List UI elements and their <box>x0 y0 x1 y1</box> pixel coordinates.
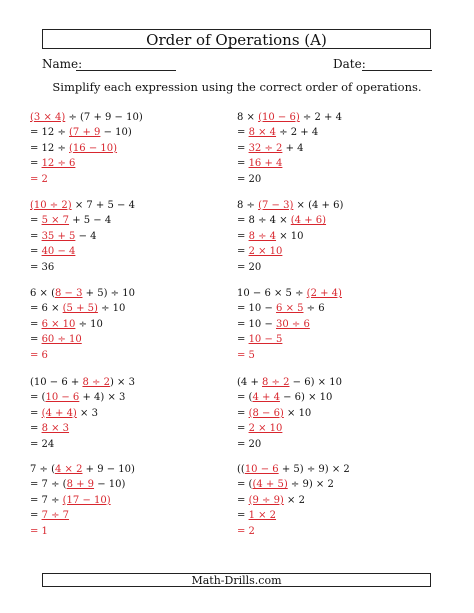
highlighted-operation: (8 − 6) <box>248 407 284 419</box>
solution-step <box>30 524 230 539</box>
expression-text: = <box>30 407 42 419</box>
solution-step <box>30 244 230 259</box>
expression-text: = <box>30 423 42 435</box>
expression-text: = 6 × <box>30 303 63 315</box>
expression-text: = <box>237 423 249 435</box>
expression-text: ÷ 2 + 4 <box>276 127 319 139</box>
problem-2 <box>237 110 437 187</box>
problem-expression <box>237 110 437 125</box>
solution-step <box>237 477 437 492</box>
expression-text: = <box>237 230 249 242</box>
highlighted-operation: (10 − 6) <box>258 112 300 123</box>
solution-step <box>237 508 437 523</box>
expression-text: = <box>237 407 249 419</box>
expression-text: ) × 3 <box>109 377 135 388</box>
expression-text: × 10 <box>276 230 304 242</box>
expression-text: − 6) × 10 <box>289 377 342 388</box>
expression-text: × 10 <box>283 407 312 419</box>
expression-text: = 24 <box>30 438 55 450</box>
name-field-line[interactable] <box>76 70 176 71</box>
expression-text: = <box>30 510 42 522</box>
expression-text: = 1 <box>30 525 48 537</box>
expression-text: = 2 <box>30 173 48 185</box>
expression-text: + 5) ÷ 9) × 2 <box>278 464 350 475</box>
expression-text: = <box>30 246 42 258</box>
problem-expression <box>237 462 437 477</box>
expression-text: = ( <box>237 479 253 491</box>
highlighted-operation: 8 × 3 <box>41 423 70 435</box>
highlighted-operation: (2 + 4) <box>306 288 342 299</box>
solution-step <box>237 421 437 436</box>
expression-text: 7 ÷ ( <box>30 464 55 475</box>
problem-10 <box>237 462 437 539</box>
expression-text: = 2 <box>237 525 255 537</box>
highlighted-operation: 10 − 5 <box>248 334 283 346</box>
solution-step <box>237 406 437 421</box>
solution-step <box>237 493 437 508</box>
expression-text: = 8 ÷ 4 × <box>237 215 291 227</box>
expression-text: ÷ 9) × 2 <box>287 479 334 491</box>
solution-step <box>237 348 437 363</box>
expression-text: + 5 − 4 <box>69 215 112 227</box>
expression-text: = 12 ÷ <box>30 127 70 139</box>
expression-text: = <box>237 246 249 258</box>
expression-text: = <box>30 318 42 330</box>
highlighted-operation: (4 + 5) <box>252 479 288 491</box>
solution-step <box>237 524 437 539</box>
solution-step <box>237 125 437 140</box>
expression-text: × 2 <box>283 494 305 506</box>
highlighted-operation: (3 × 4) <box>30 112 66 123</box>
expression-text: = <box>30 230 42 242</box>
solution-step <box>30 332 230 347</box>
highlighted-operation: (7 + 9 <box>69 127 101 139</box>
solution-step <box>30 437 230 452</box>
date-field-line[interactable] <box>362 70 432 71</box>
expression-text: + 9 − 10) <box>82 464 135 475</box>
solution-step <box>30 348 230 363</box>
expression-text: = 10 − <box>237 318 277 330</box>
solution-step <box>30 477 230 492</box>
expression-text: 8 ÷ <box>237 200 259 211</box>
problem-6 <box>237 286 437 363</box>
expression-text: = <box>30 158 42 170</box>
highlighted-operation: 5 × 7 <box>41 215 70 227</box>
highlighted-operation: 7 ÷ 7 <box>41 510 70 522</box>
highlighted-operation: (5 + 5) <box>62 303 98 315</box>
expression-text: = ( <box>237 392 253 404</box>
expression-text: + 5) ÷ 10 <box>82 288 135 299</box>
footer-source: Math-Drills.com <box>42 573 431 587</box>
solution-step <box>237 213 437 228</box>
highlighted-operation: 12 ÷ 6 <box>41 158 76 170</box>
solution-step <box>237 332 437 347</box>
highlighted-operation: 32 ÷ 2 <box>248 142 283 154</box>
expression-text: (4 + <box>237 377 262 388</box>
solution-step <box>237 244 437 259</box>
problem-7 <box>30 375 230 452</box>
expression-text: 8 × <box>237 112 259 123</box>
solution-step <box>237 301 437 316</box>
expression-text: ÷ 6 <box>303 303 325 315</box>
solution-step <box>30 172 230 187</box>
problem-expression <box>30 286 230 301</box>
expression-text: = <box>30 334 42 346</box>
expression-text: = <box>237 127 249 139</box>
expression-text: = 6 <box>30 349 48 361</box>
expression-text: (10 − 6 + <box>30 377 83 388</box>
highlighted-operation: 6 × 5 <box>276 303 304 315</box>
highlighted-operation: 10 − 6 <box>244 464 279 475</box>
highlighted-operation: 10 − 6 <box>45 392 80 404</box>
highlighted-operation: (7 − 3) <box>258 200 294 211</box>
name-label: Name: <box>42 57 83 71</box>
solution-step <box>237 317 437 332</box>
problem-3 <box>30 198 230 275</box>
solution-step <box>237 141 437 156</box>
highlighted-operation: 16 + 4 <box>248 158 283 170</box>
solution-step <box>30 156 230 171</box>
solution-step <box>30 229 230 244</box>
highlighted-operation: 40 − 4 <box>41 246 76 258</box>
highlighted-operation: 8 − 3 <box>55 288 83 299</box>
expression-text: = ( <box>30 392 46 404</box>
solution-step <box>30 508 230 523</box>
expression-text: × 3 <box>76 407 98 419</box>
problem-expression <box>237 286 437 301</box>
highlighted-operation: (16 − 10) <box>69 142 118 154</box>
solution-step <box>30 260 230 275</box>
solution-step <box>237 156 437 171</box>
highlighted-operation: 60 ÷ 10 <box>41 334 82 346</box>
problem-expression <box>30 462 230 477</box>
expression-text: = 10 − <box>237 303 277 315</box>
solution-step <box>30 406 230 421</box>
solution-step <box>30 390 230 405</box>
expression-text: × 7 + 5 − 4 <box>71 200 135 211</box>
expression-text: ÷ 2 + 4 <box>299 112 342 123</box>
highlighted-operation: 4 × 2 <box>55 464 83 475</box>
problem-1 <box>30 110 230 187</box>
expression-text: = 20 <box>237 173 262 185</box>
problem-expression <box>30 110 230 125</box>
problem-4 <box>237 198 437 275</box>
expression-text: × (4 + 6) <box>293 200 344 211</box>
problem-9 <box>30 462 230 539</box>
problem-expression <box>237 198 437 213</box>
expression-text: = 12 ÷ <box>30 142 70 154</box>
highlighted-operation: 1 × 2 <box>248 510 277 522</box>
expression-text: = 7 ÷ ( <box>30 479 67 491</box>
solution-step <box>237 390 437 405</box>
expression-text: 6 × ( <box>30 288 55 299</box>
highlighted-operation: 35 + 5 <box>41 230 76 242</box>
date-label: Date: <box>333 57 366 71</box>
highlighted-operation: 2 × 10 <box>248 423 283 435</box>
highlighted-operation: 8 ÷ 2 <box>82 377 110 388</box>
highlighted-operation: 8 + 9 <box>66 479 95 491</box>
problem-expression <box>30 198 230 213</box>
highlighted-operation: (10 ÷ 2) <box>30 200 72 211</box>
solution-step <box>30 317 230 332</box>
expression-text: = 20 <box>237 261 262 273</box>
highlighted-operation: (4 + 6) <box>290 215 327 227</box>
solution-step <box>30 493 230 508</box>
expression-text: − 10) <box>100 127 132 139</box>
instructions: Simplify each expression using the correct order of operations. <box>52 80 422 94</box>
highlighted-operation: 4 + 4 <box>252 392 280 404</box>
solution-step <box>237 229 437 244</box>
solution-step <box>237 437 437 452</box>
expression-text: = <box>30 215 42 227</box>
expression-text: − 4 <box>75 230 97 242</box>
highlighted-operation: 2 × 10 <box>248 246 283 258</box>
expression-text: = <box>237 142 249 154</box>
expression-text: − 10) <box>94 479 126 491</box>
expression-text: = <box>237 510 249 522</box>
highlighted-operation: (4 + 4) <box>41 407 77 419</box>
solution-step <box>30 141 230 156</box>
expression-text: + 4) × 3 <box>79 392 126 404</box>
solution-step <box>237 260 437 275</box>
problem-5 <box>30 286 230 363</box>
problem-8 <box>237 375 437 452</box>
highlighted-operation: 6 × 10 <box>41 318 76 330</box>
solution-step <box>237 172 437 187</box>
expression-text: + 4 <box>282 142 304 154</box>
expression-text: = <box>237 158 249 170</box>
solution-step <box>30 301 230 316</box>
highlighted-operation: (9 ÷ 9) <box>248 494 284 506</box>
expression-text: ÷ 10 <box>75 318 103 330</box>
problem-expression <box>30 375 230 390</box>
expression-text: = 7 ÷ <box>30 494 63 506</box>
highlighted-operation: 8 ÷ 2 <box>262 377 290 388</box>
worksheet-title: Order of Operations (A) <box>42 29 431 49</box>
expression-text: − 6) × 10 <box>279 392 333 404</box>
expression-text: 10 − 6 × 5 ÷ <box>237 288 307 299</box>
solution-step <box>30 125 230 140</box>
expression-text: = 20 <box>237 438 262 450</box>
expression-text: = 36 <box>30 261 55 273</box>
expression-text: (( <box>237 464 245 475</box>
highlighted-operation: 8 × 4 <box>248 127 277 139</box>
expression-text: ÷ 10 <box>97 303 126 315</box>
solution-step <box>30 213 230 228</box>
expression-text: = 5 <box>237 349 255 361</box>
highlighted-operation: 8 ÷ 4 <box>248 230 277 242</box>
expression-text: = <box>237 494 249 506</box>
expression-text: = <box>237 334 249 346</box>
solution-step <box>30 421 230 436</box>
expression-text: ÷ (7 + 9 − 10) <box>65 112 143 123</box>
problem-expression <box>237 375 437 390</box>
highlighted-operation: (17 − 10) <box>62 494 111 506</box>
highlighted-operation: 30 ÷ 6 <box>276 318 310 330</box>
